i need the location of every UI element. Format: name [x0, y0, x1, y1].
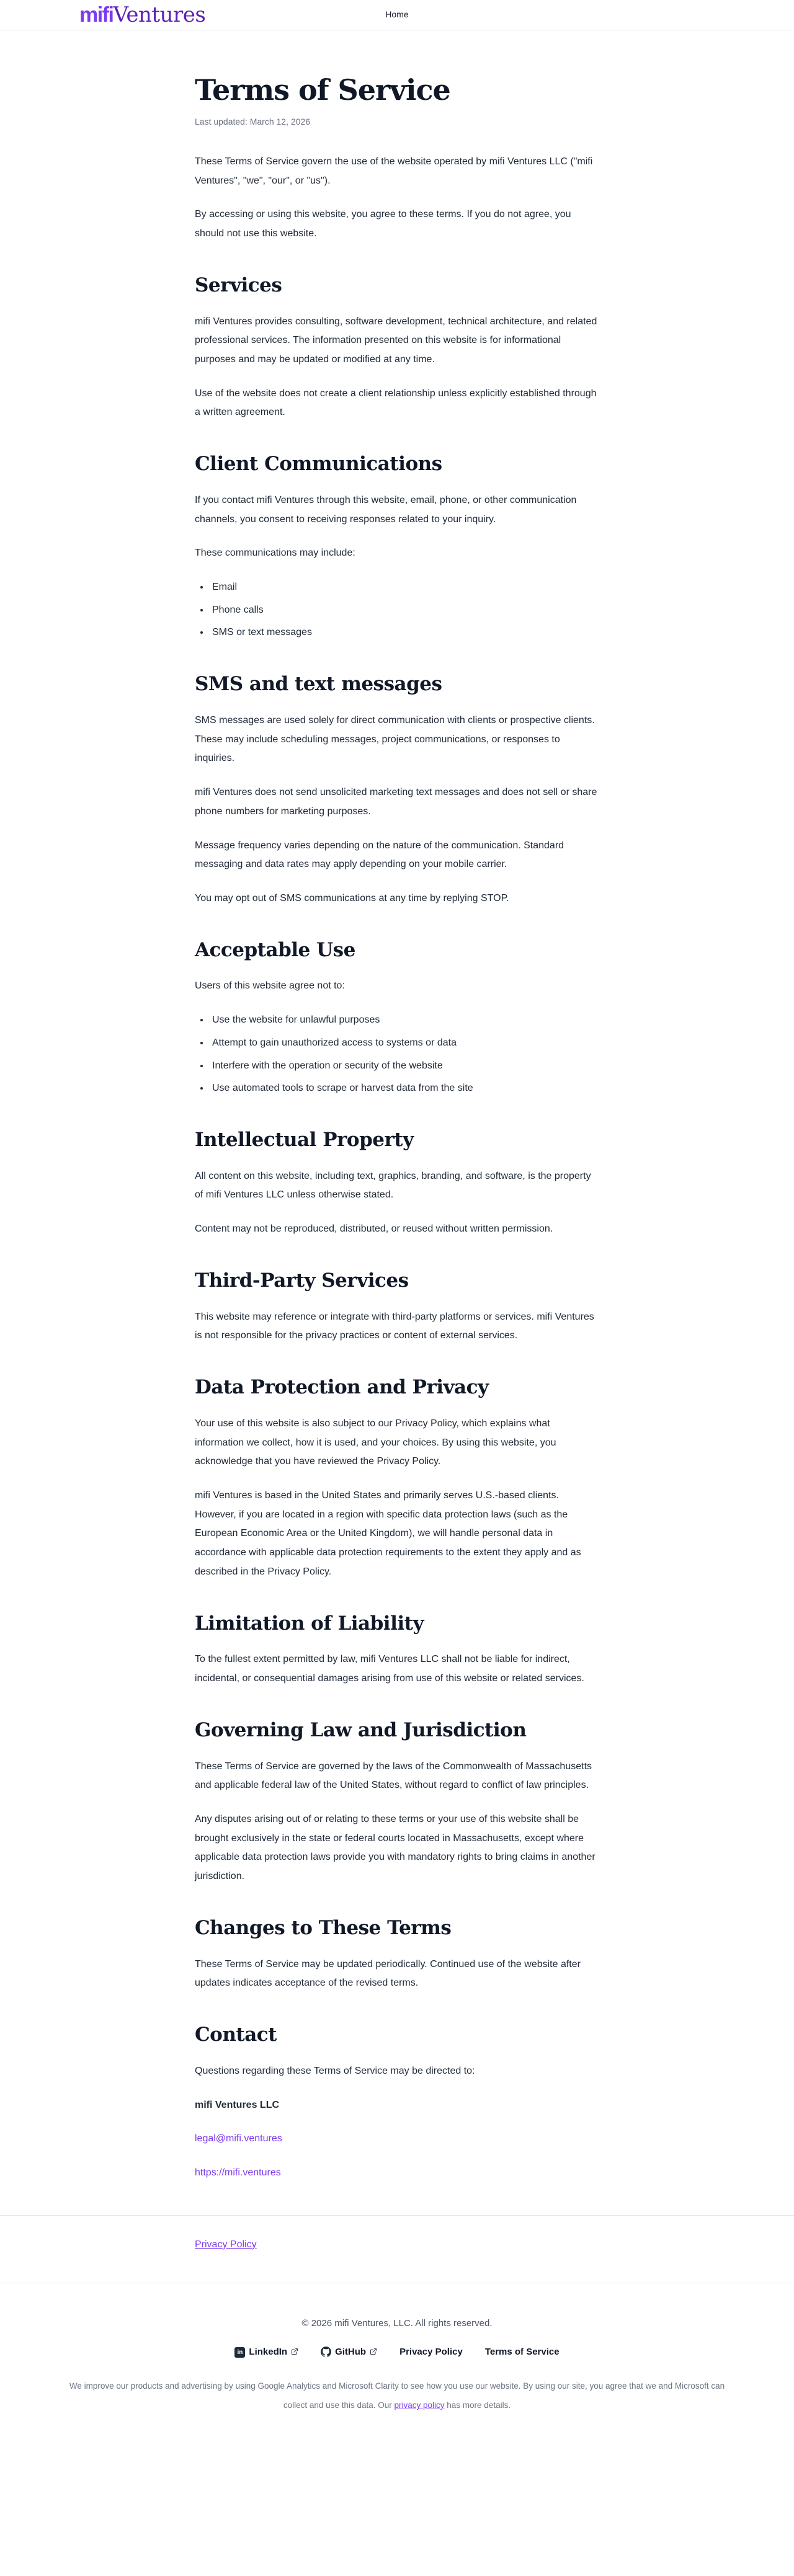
external-link-icon: [370, 2348, 377, 2355]
logo-text-mifi: mifi: [79, 3, 114, 27]
contact-link[interactable]: legal@mifi.ventures: [195, 2133, 282, 2144]
list-item: • Attempt to gain unauthorized access to systems or data: [210, 1034, 599, 1053]
page-title: Terms of Service: [195, 73, 450, 107]
list-item: • Use automated tools to scrape or harvest data from the site: [210, 1079, 599, 1098]
bullet-list: [195, 578, 599, 642]
footer-link-label: Privacy Policy: [399, 2346, 463, 2357]
section-heading: Data Protection and Privacy: [195, 1376, 489, 1399]
last-updated: Last updated: March 12, 2026: [195, 116, 311, 127]
privacy-link-row: [195, 2216, 599, 2283]
footer-links: [15, 2346, 779, 2358]
paragraph: If you contact mifi Ventures through this website, email, phone, or other communication channels, you consent to receiving responses related to your inquiry.: [195, 494, 577, 525]
paragraph: Use of the website does not create a client relationship unless explicitly established through a written agreement.: [195, 388, 597, 418]
paragraph: These Terms of Service may be updated periodically. Continued use of the website after updates indicates acceptance of the revised terms.: [195, 1958, 581, 1989]
paragraph: You may opt out of SMS communications at any time by replying STOP.: [195, 892, 509, 904]
bullet-list: [195, 1011, 599, 1098]
paragraph: These Terms of Service govern the use of the website operated by mifi Ventures LLC ("mifi Ventures", "we", "our", or "us").: [195, 156, 593, 186]
paragraph: Your use of this website is also subject to our Privacy Policy, which explains what information we collect, how it is used, and your choices. By using this website, you acknowledge that you have reviewed the Privacy Policy.: [195, 1418, 556, 1467]
disclaimer-text-after: has more details.: [444, 2401, 511, 2410]
list-item: • Interfere with the operation or security of the website: [210, 1057, 599, 1076]
section-heading: Third-Party Services: [195, 1269, 409, 1292]
paragraph: To the fullest extent permitted by law, mifi Ventures LLC shall not be liable for indirect, incidental, or consequential damages arising from use of this website or related services.: [195, 1654, 584, 1684]
section-heading: Limitation of Liability: [195, 1612, 424, 1635]
section-heading: Governing Law and Jurisdiction: [195, 1718, 527, 1741]
section-heading: Client Communications: [195, 453, 442, 476]
section-heading: Contact: [195, 2023, 277, 2046]
list-item: • Email: [210, 578, 599, 597]
privacy-policy-link[interactable]: Privacy Policy: [195, 2239, 257, 2250]
github-icon: [321, 2347, 331, 2357]
header-container: [79, 0, 715, 30]
paragraph: All content on this website, including text, graphics, branding, and software, is the property of mifi Ventures LLC unless otherwise stated.: [195, 1170, 591, 1201]
main-nav: [385, 9, 408, 20]
section-heading: Changes to These Terms: [195, 1916, 452, 1939]
list-item: • Phone calls: [210, 601, 599, 620]
site-logo[interactable]: [79, 4, 205, 25]
section-heading: Intellectual Property: [195, 1129, 414, 1152]
footer-link-label: GitHub: [335, 2346, 367, 2357]
paragraph: mifi Ventures provides consulting, software development, technical architecture, and related professional services. The information presented on this website is for informational purposes and may be updated or modified at any time.: [195, 316, 597, 365]
paragraph: Questions regarding these Terms of Service may be directed to:: [195, 2065, 475, 2076]
list-item: • SMS or text messages: [210, 623, 599, 642]
footer-link-terms-of-service[interactable]: [485, 2347, 560, 2357]
paragraph: Content may not be reproduced, distributed, or reused without written permission.: [195, 1224, 553, 1235]
paragraph: mifi Ventures does not send unsolicited marketing text messages and does not sell or share phone numbers for marketing purposes.: [195, 787, 597, 817]
paragraph: By accessing or using this website, you agree to these terms. If you do not agree, you should not use this website.: [195, 209, 571, 239]
paragraph: Users of this website agree not to:: [195, 980, 345, 992]
site-footer: [0, 2283, 794, 2455]
section-heading: SMS and text messages: [195, 673, 442, 696]
footer-link-label: Terms of Service: [484, 2346, 560, 2357]
paragraph-bold: mifi Ventures LLC: [195, 2099, 280, 2110]
paragraph: Any disputes arising out of or relating to these terms or your use of this website shall be brought exclusively in the state or federal courts located in Massachusetts, except where applicable data protection laws provide you with mandatory rights to bring claims in another jurisdiction.: [195, 1813, 596, 1882]
section-heading: Services: [195, 273, 282, 296]
article-body: [195, 153, 599, 2183]
list-item: • Use the website for unlawful purposes: [210, 1011, 599, 1030]
copyright-text: © 2026 mifi Ventures, LLC. All rights reserved.: [301, 2317, 493, 2329]
footer-link-privacy-policy[interactable]: [399, 2347, 463, 2357]
main-content: [195, 30, 599, 2183]
site-header: [0, 0, 794, 30]
paragraph: This website may reference or integrate with third-party platforms or services. mifi Ventures is not responsible for the privacy practices or content of external services.: [195, 1311, 594, 1341]
footer-link-linkedin[interactable]: [234, 2346, 298, 2358]
analytics-disclaimer: [62, 2376, 732, 2415]
nav-home-link[interactable]: Home: [385, 9, 409, 19]
disclaimer-text-before: We improve our products and advertising by using Google Analytics and Microsoft Clarity to see how you use our website. By using our site, you agree that we and Microsoft can collect and use this data. Our: [69, 2381, 725, 2410]
paragraph: mifi Ventures is based in the United States and primarily serves U.S.-based clients. However, if you are located in a region with specific data protection laws (such as the European Economic Area or the United Kingdom), we will handle personal data in accordance with applicable data protection requirements to the extent they apply and as described in the Privacy Policy.: [195, 1490, 581, 1577]
section-heading: Acceptable Use: [195, 938, 355, 961]
external-link-icon: [291, 2348, 298, 2355]
linkedin-icon: in: [234, 2346, 245, 2358]
paragraph: SMS messages are used solely for direct communication with clients or prospective clients. These may include scheduling messages, project communications, or responses to inquiries.: [195, 714, 595, 764]
paragraph: These communications may include:: [195, 548, 355, 559]
footer-link-label: LinkedIn: [249, 2346, 288, 2357]
contact-link[interactable]: https://mifi.ventures: [195, 2167, 281, 2178]
logo-text-ventures: Ventures: [113, 2, 206, 27]
footer-link-github[interactable]: [321, 2347, 377, 2357]
paragraph: These Terms of Service are governed by the laws of the Commonwealth of Massachusetts and applicable federal law of the United States, without regard to conflict of law principles.: [195, 1761, 592, 1791]
paragraph: Message frequency varies depending on the nature of the communication. Standard messaging and data rates may apply depending on your mobile carrier.: [195, 840, 564, 870]
disclaimer-privacy-policy-link[interactable]: privacy policy: [394, 2401, 445, 2410]
